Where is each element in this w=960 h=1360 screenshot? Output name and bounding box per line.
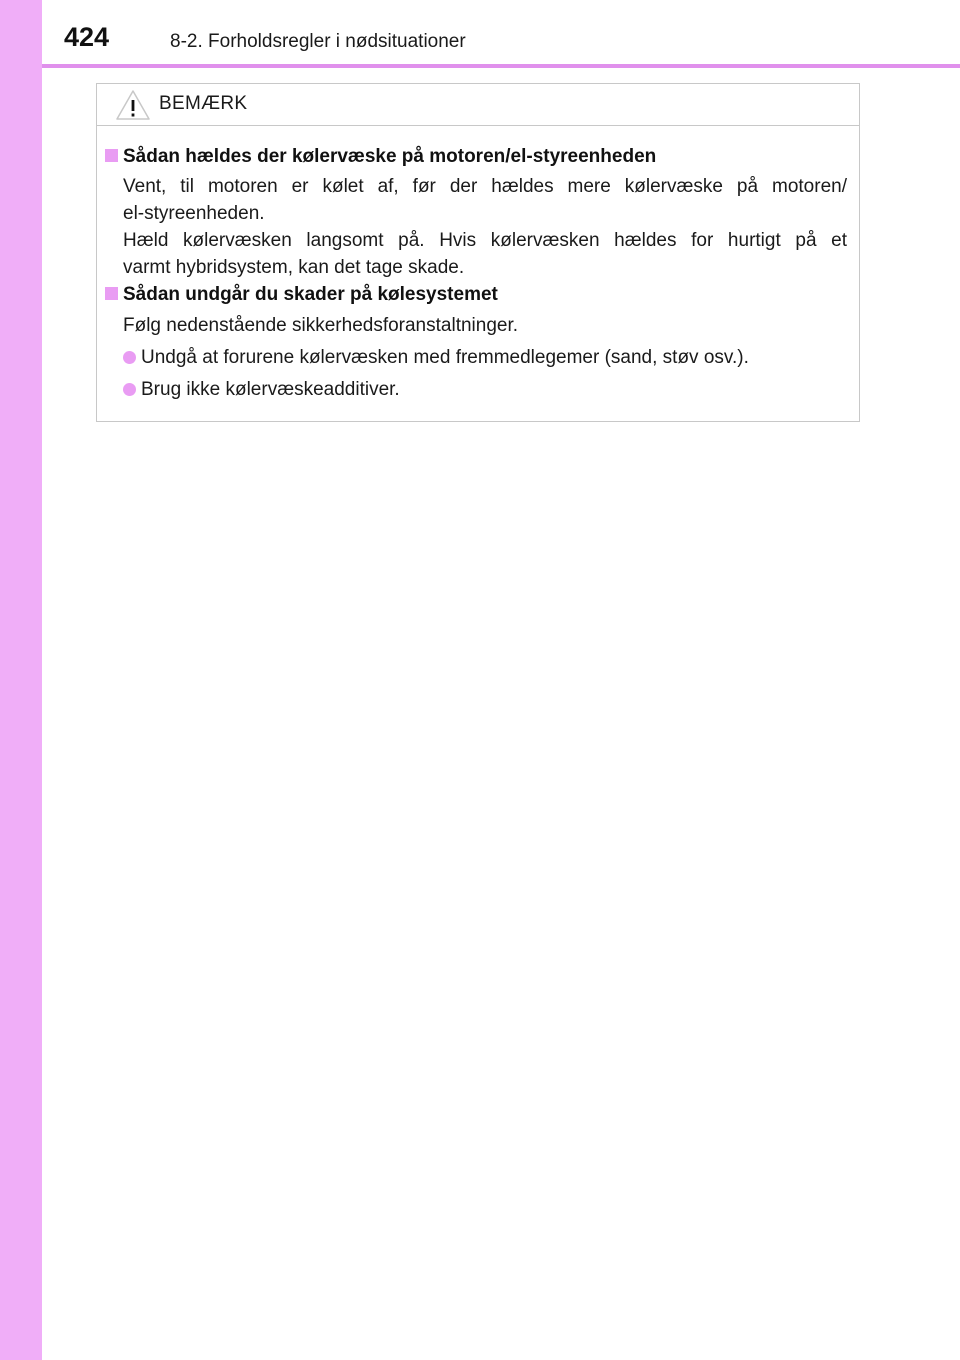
paragraph-line: el-styreenheden. xyxy=(123,203,265,224)
side-color-strip xyxy=(0,0,42,1360)
list-item xyxy=(123,347,749,369)
notice-box xyxy=(96,83,860,422)
list-item xyxy=(123,379,400,401)
page-header xyxy=(42,0,960,64)
section-heading-coolant-fill xyxy=(105,146,656,168)
coolant-fill-paragraph xyxy=(123,173,847,281)
section-heading-cooling-damage xyxy=(105,284,498,306)
square-bullet-icon xyxy=(105,149,118,162)
header-rule xyxy=(42,64,960,68)
page-number: 424 xyxy=(64,22,110,52)
warning-triangle-icon xyxy=(115,89,151,121)
square-bullet-icon xyxy=(105,287,118,300)
cooling-damage-intro: Følg nedenstående sikkerhedsforanstaltninger. xyxy=(123,315,519,336)
section-title: 8-2. Forholdsregler i nødsituationer xyxy=(170,31,466,52)
notice-label: BEMÆRK xyxy=(159,93,248,114)
round-bullet-icon xyxy=(123,383,136,396)
section-heading-text: Sådan undgår du skader på kølesystemet xyxy=(123,284,498,305)
paragraph-line: varmt hybridsystem, kan det tage skade. xyxy=(123,257,465,278)
paragraph-line: Vent, til motoren er kølet af, før der hældes mere kølervæske på motoren/ xyxy=(123,176,847,197)
paragraph-line: Hæld kølervæsken langsomt på. Hvis kølervæsken hældes for hurtigt på et xyxy=(123,230,847,251)
round-bullet-icon xyxy=(123,351,136,364)
section-heading-text: Sådan hældes der kølervæske på motoren/el-styreenheden xyxy=(123,146,657,167)
list-item-text: Undgå at forurene kølervæsken med fremmedlegemer (sand, støv osv.). xyxy=(141,347,749,368)
notice-header xyxy=(97,84,859,126)
list-item-text: Brug ikke kølervæskeadditiver. xyxy=(141,379,400,400)
